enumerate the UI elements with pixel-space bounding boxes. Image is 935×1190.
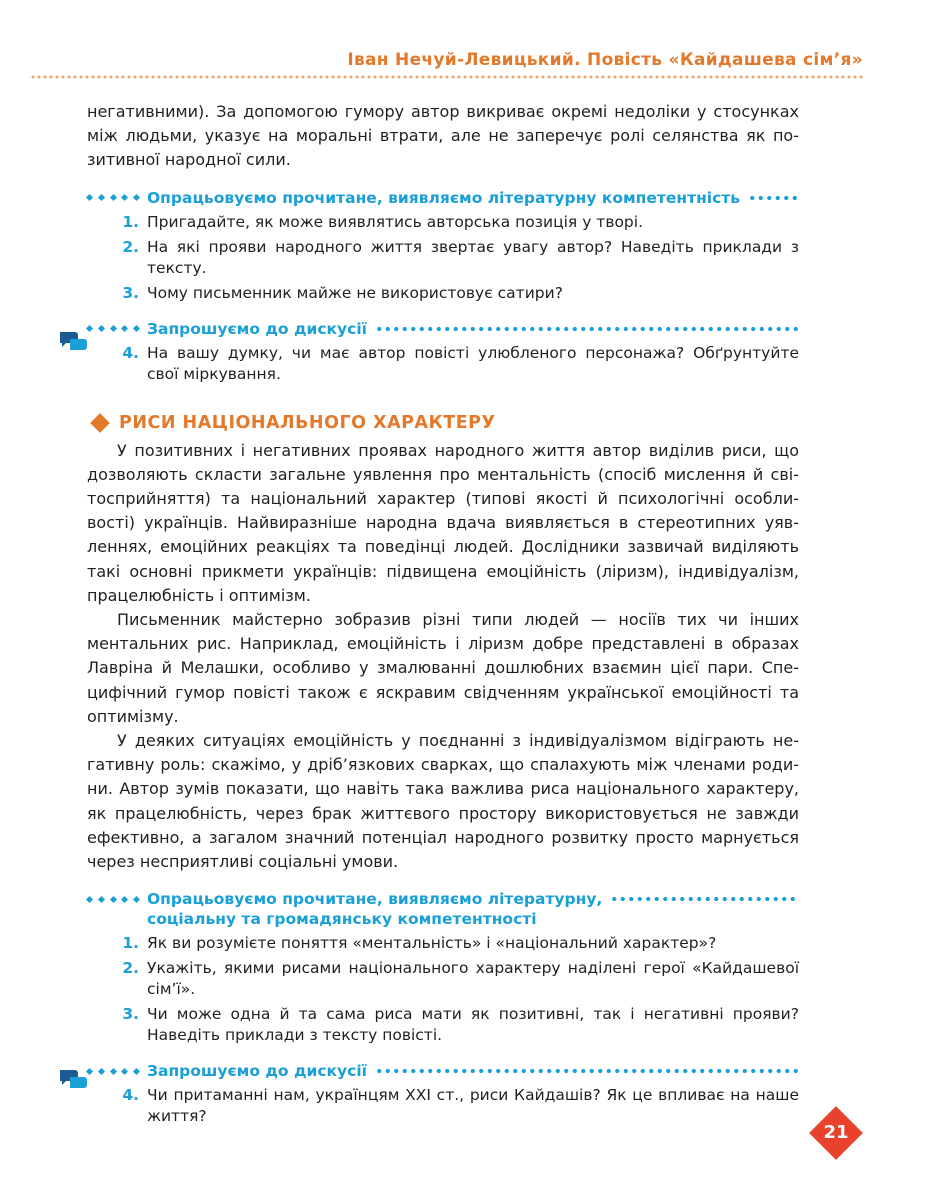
section-title: РИСИ НАЦІОНАЛЬНОГО ХАРАКТЕРУ — [119, 412, 496, 433]
task-block-title: Опрацьовуємо прочитане, виявляємо літературну, соціальну та громадянську компетентності — [147, 890, 603, 929]
discussion-title: Запрошуємо до дискусії — [147, 319, 367, 338]
task-item — [87, 237, 799, 279]
task-number: 3. — [122, 283, 139, 302]
discussion-block-1 — [87, 319, 799, 385]
task-block-title: Опрацьовуємо прочитане, виявляємо літературну компетентність — [147, 188, 741, 207]
task-text: Чому письменник майже не використовує сатири? — [147, 283, 563, 302]
section-paragraph: У деяких ситуаціях емоційність у поєднанні з індивідуалізмом відіграють негативну роль: скажімо, у дріб’язкових сварках, що спалахують між членами родини. Автор зумів показати, що навіть така важлива риса національного характеру, як працелюбність, через брак життєвого простору використовується не завжди ефективно, а загалом значний потенціал народного розвитку просто марнується через несприятливі соціальні умови. — [87, 731, 799, 872]
discussion-heading — [87, 1061, 799, 1081]
heading-fill-dots — [610, 889, 799, 909]
task-item — [87, 958, 799, 1000]
discussion-speech-icon — [58, 1068, 88, 1090]
section-paragraph: Письменник майстерно зобразив різні типи людей — носіїв тих чи інших ментальних рис. Наприклад, емоційність і ліризм добре представлені в образах Лавріна й Мелашки, особливо у змалюванні дошлюбних взаємин цієї пари. Специфічний гумор повісті також є яскравим свідченням української емоційності та оптимізму. — [87, 610, 799, 726]
task-item — [87, 343, 799, 385]
task-number: 2. — [122, 959, 139, 978]
discussion-title: Запрошуємо до дискусії — [147, 1062, 367, 1081]
task-item — [87, 1085, 799, 1127]
task-list — [87, 1085, 799, 1127]
page-number-badge — [809, 1106, 863, 1160]
task-block-heading — [87, 889, 799, 929]
task-number: 2. — [122, 237, 139, 256]
heading-fill-dots — [375, 319, 799, 339]
task-text: Як ви розумієте поняття «ментальність» і «національний характер»? — [147, 934, 717, 953]
task-list — [87, 933, 799, 1046]
task-item — [87, 283, 799, 304]
task-text: На вашу думку, чи має автор повісті улюбленого персонажа? Обґрунтуйте свої міркування. — [147, 343, 799, 383]
heading-dots — [87, 188, 139, 208]
task-block-social — [87, 889, 799, 1046]
running-head: Іван Нечуй-Левицький. Повість «Кайдашева сім’я» — [347, 50, 863, 70]
task-block-literary — [87, 188, 799, 304]
task-text: Чи притаманні нам, українцям XXI ст., риси Кайдашів? Як це впливає на наше життя? — [147, 1086, 799, 1126]
task-list — [87, 212, 799, 304]
heading-dots — [87, 1061, 139, 1081]
task-number: 1. — [122, 934, 139, 953]
heading-fill-dots — [748, 188, 799, 208]
task-item — [87, 1004, 799, 1046]
heading-dots — [87, 889, 139, 909]
task-item — [87, 933, 799, 954]
page-content — [87, 100, 799, 1131]
section-paragraph: У позитивних і негативних проявах народного життя автор виділив риси, що дозволяють скласти загальне уявлення про ментальність (спосіб мислення й світосприйняття) та національний характер (типові якості й психологічні особливості) українців. Найвиразніше народна вдача виявляється в стереотипних уявленнях, емоційних реакціях та поведінці людей. Дослідники зазвичай виділяють такі основні прикмети українців: підвищена емоційність (ліризм), індивідуалізм, працелюбність і оптимізм. — [87, 440, 799, 605]
task-number: 4. — [122, 343, 139, 362]
task-number: 3. — [122, 1005, 139, 1024]
intro-paragraph: негативними). За допомогою гумору автор викриває окремі недоліки у стосунках між людьми, указує на моральні втрати, але не заперечує ролі селянства як позитивної народної сили. — [87, 102, 799, 170]
discussion-block-2 — [87, 1061, 799, 1127]
task-text: Пригадайте, як може виявлятись авторська позиція у творі. — [147, 212, 644, 231]
task-list — [87, 343, 799, 385]
page-number: 21 — [823, 1122, 849, 1143]
heading-dots — [87, 319, 139, 339]
orange-diamond-icon — [90, 413, 110, 433]
task-block-heading — [87, 188, 799, 208]
task-number: 1. — [122, 212, 139, 231]
heading-fill-dots — [375, 1061, 799, 1081]
section-heading — [87, 413, 799, 433]
task-number: 4. — [122, 1086, 139, 1105]
header-dotted-rule — [30, 74, 865, 80]
discussion-heading — [87, 319, 799, 339]
task-text: Укажіть, якими рисами національного характеру наділені герої «Кайдашевої сім’ї». — [147, 959, 799, 999]
discussion-speech-icon — [58, 330, 88, 352]
task-text: На які прояви народного життя звертає увагу автор? Наведіть приклади з тексту. — [147, 237, 799, 277]
task-item — [87, 212, 799, 233]
task-text: Чи може одна й та сама риса мати як позитивні, так і негативні прояви? Наведіть приклади з тексту повісті. — [147, 1005, 799, 1045]
